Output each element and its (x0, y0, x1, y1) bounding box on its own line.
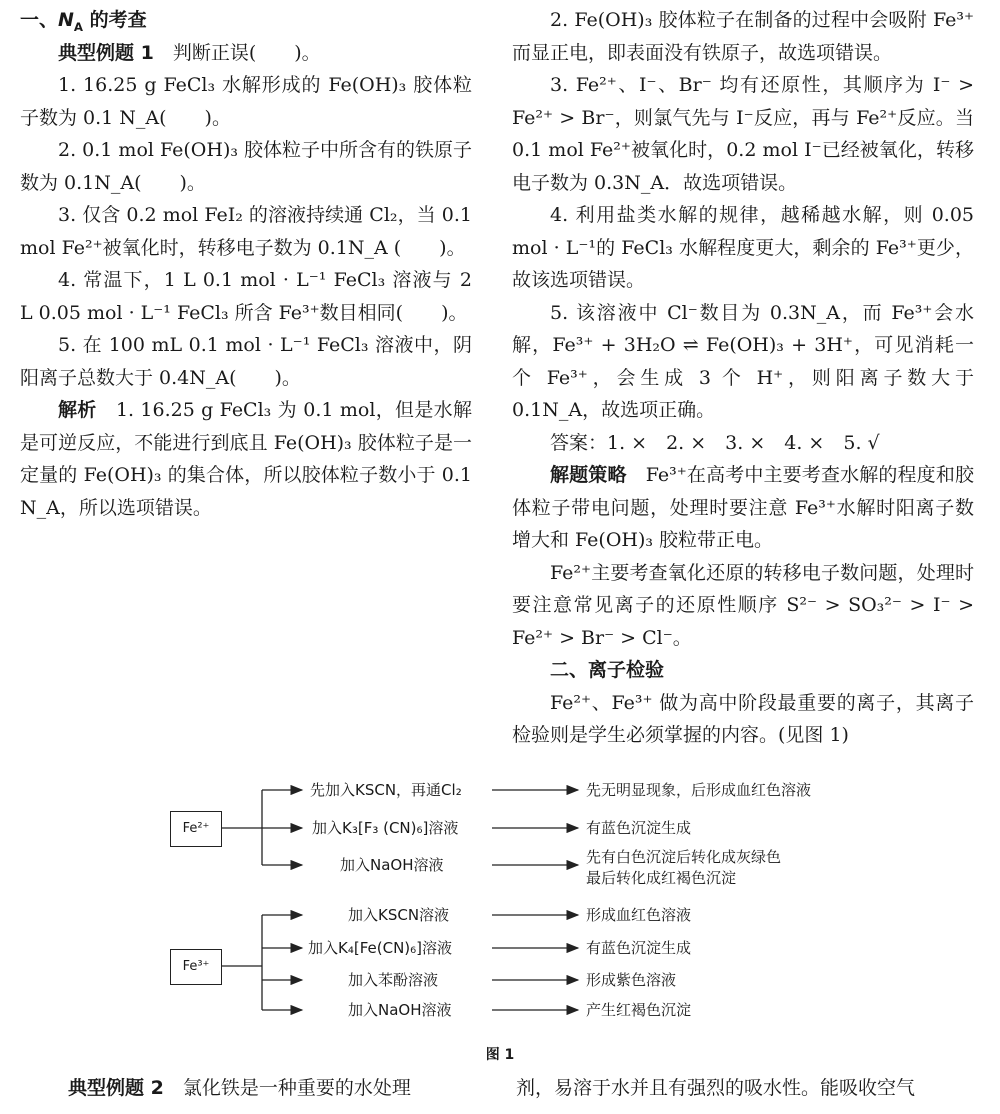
example1-label: 典型例题 1 (58, 41, 154, 64)
analysis-5: 5. 该溶液中 Cl⁻数目为 0.3N_A，而 Fe³⁺会水解，Fe³⁺ + 3H₂O ⇌ Fe(OH)₃ + 3H⁺，可见消耗一个 Fe³⁺，会生成 3 个 H⁺，则阳离子数大于 0.1N_A，故选项正确。 (512, 301, 974, 421)
fe3-box: Fe³⁺ (170, 949, 222, 985)
fe3-reagent-1: 加入KSCN溶液 (348, 906, 450, 924)
example2-left (68, 1072, 411, 1104)
example1-line (20, 37, 472, 70)
example1-prompt: 判断正误( )。 (172, 41, 321, 64)
fe3-result-3: 形成紫色溶液 (586, 971, 677, 989)
section1-heading (20, 4, 472, 37)
left-column (20, 4, 472, 524)
section2-heading: 二、离子检验 (550, 659, 665, 681)
heading-sub: A (73, 19, 84, 34)
analysis-3: 3. Fe²⁺、I⁻、Br⁻ 均有还原性，其顺序为 I⁻ > Fe²⁺ > Br⁻，则氯气先与 I⁻反应，再与 Fe²⁺反应。当 0.1 mol Fe²⁺被氧化时，0.2 mol I⁻已经被氧化，转移电子数为 0.3N_A．故选项错误。 (512, 74, 974, 194)
fe2-box: Fe²⁺ (170, 811, 222, 847)
question-3: 3. 仅含 0.2 mol FeI₂ 的溶液持续通 Cl₂，当 0.1 mol Fe²⁺被氧化时，转移电子数为 0.1N_A ( )。 (20, 204, 472, 259)
heading-suffix: 的考查 (83, 9, 147, 31)
analysis-4: 4. 利用盐类水解的规律，越稀越水解，则 0.05 mol · L⁻¹的 FeCl₃ 水解程度更大，剩余的 Fe³⁺更少，故该选项错误。 (512, 204, 974, 291)
question-2: 2. 0.1 mol Fe(OH)₃ 胶体粒子中所含有的铁原子数为 0.1N_A( )。 (20, 139, 473, 194)
fe2-result-3a: 先有白色沉淀后转化成灰绿色 (586, 848, 782, 866)
analysis-1-text: 1. 16.25 g FeCl₃ 为 0.1 mol，但是水解是可逆反应，不能进行到底且 Fe(OH)₃ 胶体粒子是一定量的 Fe(OH)₃ 的集合体，所以胶体粒子数小于 0.1 N_A，所以选项错误。 (20, 399, 472, 519)
fe2-reagent-1: 先加入KSCN，再通Cl₂ (310, 781, 462, 799)
fe3-result-1: 形成血红色溶液 (586, 906, 692, 924)
question-5: 5. 在 100 mL 0.1 mol · L⁻¹ FeCl₃ 溶液中，阴阳离子总数大于 0.4N_A( )。 (20, 334, 472, 389)
example2-label: 典型例题 2 (68, 1077, 164, 1099)
example2-left-text: 氯化铁是一种重要的水处理 (182, 1077, 411, 1099)
fe3-result-2: 有蓝色沉淀生成 (586, 939, 692, 957)
strategy-1 (512, 459, 974, 557)
fe2-result-2: 有蓝色沉淀生成 (586, 819, 692, 837)
strategy-2: Fe²⁺主要考查氧化还原的转移电子数问题，处理时要注意常见离子的还原性顺序 S²⁻ > SO₃²⁻ > I⁻ > Fe²⁺ > Br⁻ > Cl⁻。 (512, 561, 974, 649)
right-column (512, 4, 974, 752)
example2-right: 剂，易溶于水并且有强烈的吸水性。能吸收空气 (516, 1077, 916, 1099)
analysis-label: 解析 (58, 399, 97, 421)
ion-test-diagram (140, 770, 900, 1030)
analysis-1 (20, 394, 472, 524)
figure-caption: 图 1 (485, 1047, 515, 1063)
fe2-reagent-2: 加入K₃[F₃ (CN)₆]溶液 (312, 819, 459, 837)
answer-line: 答案：1. × 2. × 3. × 4. × 5. √ (550, 431, 880, 454)
strategy-label: 解题策略 (550, 464, 627, 486)
fe2-result-3b: 最后转化成红褐色沉淀 (586, 869, 737, 887)
fe2-reagent-3: 加入NaOH溶液 (340, 856, 444, 874)
question-1: 1. 16.25 g FeCl₃ 水解形成的 Fe(OH)₃ 胶体粒子数为 0.1 N_A( )。 (20, 74, 472, 129)
fe2-result-1: 先无明显现象，后形成血红色溶液 (586, 781, 812, 799)
diagram-lines (140, 770, 900, 1030)
fe3-reagent-2: 加入K₄[Fe(CN)₆]溶液 (308, 939, 453, 957)
fe3-reagent-4: 加入NaOH溶液 (348, 1001, 452, 1019)
fe3-reagent-3: 加入苯酚溶液 (348, 971, 439, 989)
question-4: 4. 常温下，1 L 0.1 mol · L⁻¹ FeCl₃ 溶液与 2 L 0.05 mol · L⁻¹ FeCl₃ 所含 Fe³⁺数目相同( )。 (20, 269, 472, 324)
heading-prefix: 一、 (20, 9, 59, 31)
analysis-2: 2. Fe(OH)₃ 胶体粒子在制备的过程中会吸附 Fe³⁺而显正电，即表面没有铁原子，故选项错误。 (512, 9, 974, 64)
strategy-1-text: Fe³⁺在高考中主要考查水解的程度和胶体粒子带电问题，处理时要注意 Fe³⁺水解时阳离子数增大和 Fe(OH)₃ 胶粒带正电。 (512, 464, 974, 551)
section2-intro: Fe²⁺、Fe³⁺ 做为高中阶段最重要的离子，其离子检验则是学生必须掌握的内容。(见图 1) (512, 691, 974, 746)
heading-var: N (58, 9, 74, 31)
fe3-result-4: 产生红褐色沉淀 (586, 1001, 692, 1019)
